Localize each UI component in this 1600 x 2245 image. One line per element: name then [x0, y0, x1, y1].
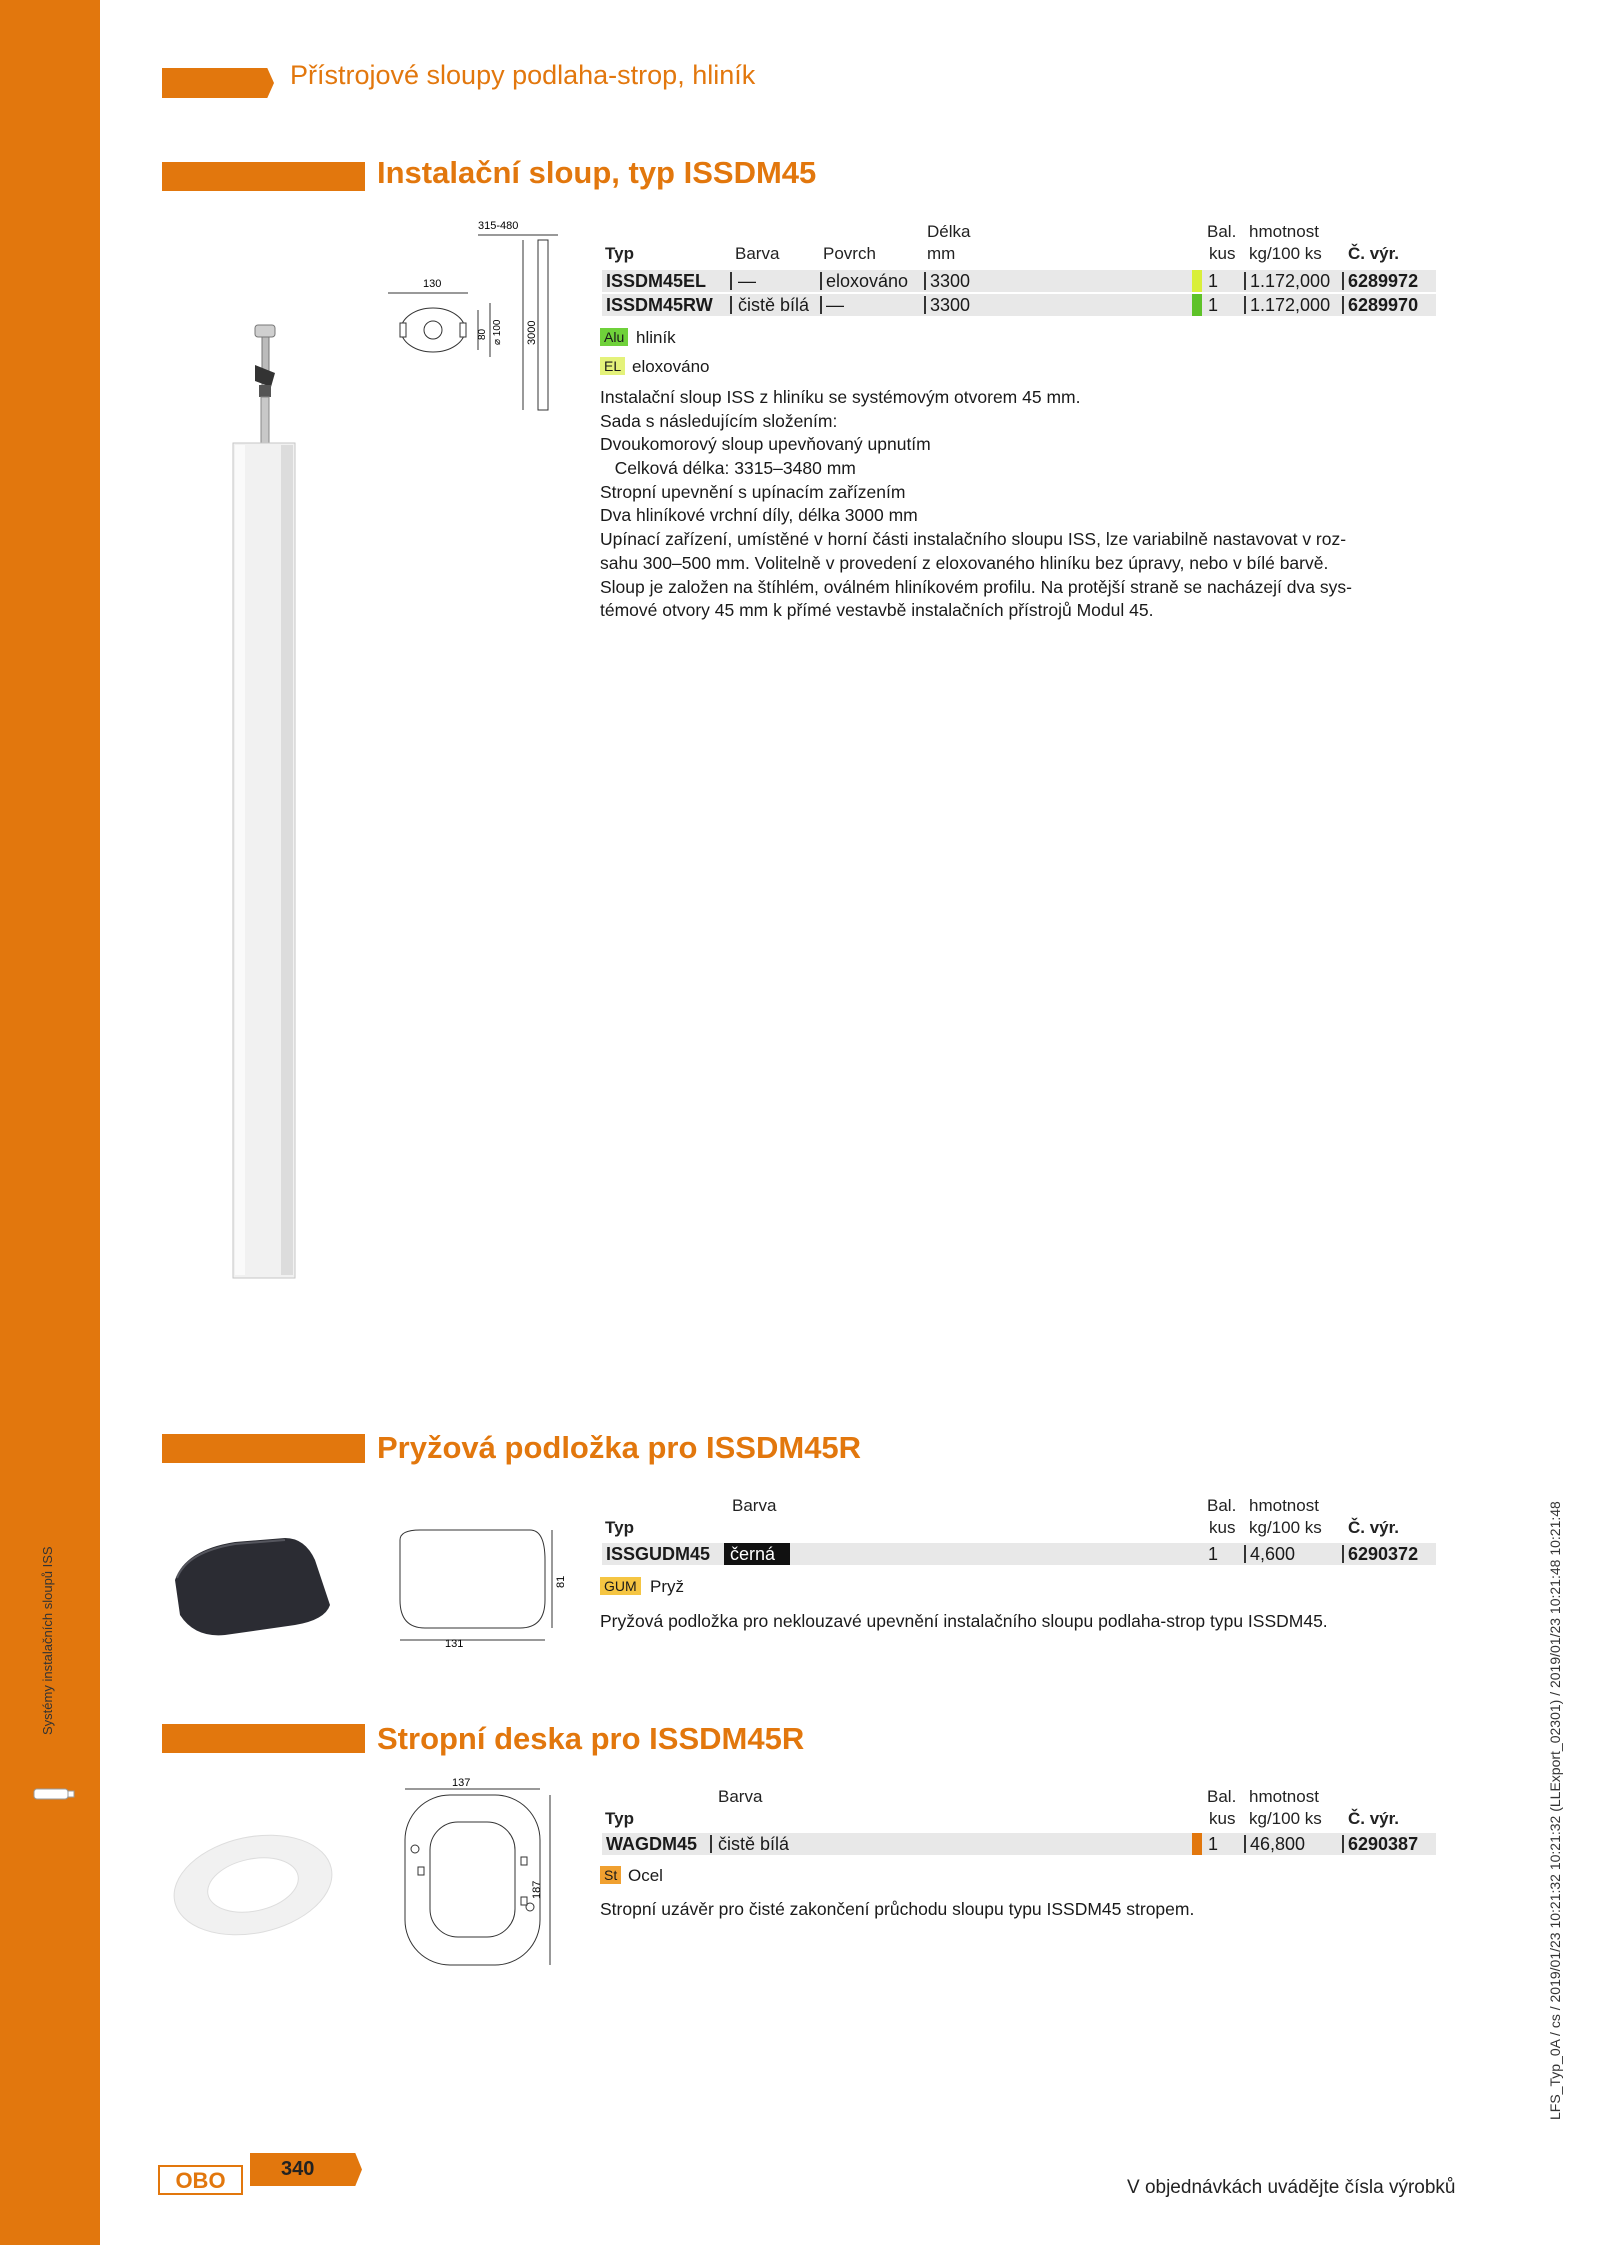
column-technical-drawing — [378, 215, 568, 425]
cell-kus: 1 — [1208, 1834, 1219, 1854]
dim-height: 3000 — [526, 320, 538, 345]
color-chip — [1192, 294, 1202, 316]
table-row — [602, 1543, 1436, 1565]
header-cvyr: Č. výr. — [1348, 1809, 1400, 1828]
cell-hmotnost: 1.172,000 — [1250, 295, 1331, 315]
cell-typ: ISSDM45RW — [606, 295, 713, 315]
cell-povrch: eloxováno — [826, 271, 909, 291]
color-chip — [1192, 1833, 1202, 1855]
cell-barva: čistě bílá — [718, 1834, 790, 1854]
color-chip — [1192, 270, 1202, 292]
header-kus: kus — [1209, 1518, 1236, 1537]
section-bar — [162, 1724, 365, 1753]
cell-typ: WAGDM45 — [606, 1834, 698, 1854]
header-typ: Typ — [605, 1518, 634, 1537]
material-tag-alu: Alu — [600, 328, 628, 346]
cell-barva: čistě bílá — [738, 295, 810, 315]
material-label: Pryž — [650, 1577, 684, 1596]
sidebar-label: Systémy instalačních sloupů ISS — [40, 1546, 55, 1735]
material-tag-st: St — [600, 1866, 621, 1884]
cell-kus: 1 — [1208, 1544, 1219, 1564]
cell-hmotnost: 46,800 — [1250, 1834, 1306, 1854]
rubber-pad-image — [165, 1530, 340, 1640]
section-bar — [162, 1434, 365, 1463]
material-tag-el: EL — [600, 357, 625, 375]
header-barva: Barva — [718, 1787, 763, 1806]
section-title: Stropní deska pro ISSDM45R — [377, 1721, 805, 1756]
ceiling-plate-image — [168, 1830, 338, 1940]
product-description: Stropní uzávěr pro čisté zakončení průchodu sloupu typu ISSDM45 stropem. — [600, 1899, 1195, 1919]
cell-cvyr: 6289972 — [1348, 271, 1419, 291]
header-hmotnost: hmotnost — [1249, 1496, 1319, 1515]
cell-povrch: — — [826, 295, 844, 315]
cell-kus: 1 — [1208, 271, 1219, 291]
dim-80: 80 — [477, 328, 488, 340]
header-bal: Bal. — [1207, 222, 1237, 241]
footer-note: V objednávkách uvádějte čísla výrobků — [1127, 2177, 1456, 2198]
table-row — [602, 270, 1436, 292]
cell-cvyr: 6290372 — [1348, 1544, 1419, 1564]
material-label: hliník — [636, 328, 676, 347]
plug-icon — [34, 1786, 76, 1802]
column-product-image — [225, 325, 310, 1285]
header-bar — [162, 68, 274, 98]
obo-logo — [158, 2163, 243, 2197]
header-kus: kus — [1209, 1809, 1236, 1828]
header-bal: Bal. — [1207, 1496, 1237, 1515]
cell-delka: 3300 — [930, 271, 971, 291]
dim-top: 315-480 — [478, 220, 519, 232]
header-kus: kus — [1209, 244, 1236, 263]
dim-height: 81 — [555, 1575, 567, 1588]
header-bal: Bal. — [1207, 1787, 1237, 1806]
export-metadata: LFS_Typ_0A / cs / 2019/01/23 10:21:32 10:21:32 (LLExport_02301) / 2019/01/23 10:21:48 10:21:48 — [1547, 1501, 1563, 2120]
cell-delka: 3300 — [930, 295, 971, 315]
page-title: Přístrojové sloupy podlaha-strop, hliník — [290, 60, 756, 90]
table-row — [602, 1833, 1436, 1855]
header-kg: kg/100 ks — [1249, 1809, 1322, 1828]
rubber-pad-drawing — [380, 1520, 567, 1650]
header-typ: Typ — [605, 244, 634, 263]
cell-barva: — — [738, 271, 756, 291]
cell-kus: 1 — [1208, 295, 1219, 315]
page-number: 340 — [281, 2158, 315, 2180]
product-description: Instalační sloup ISS z hliníku se systémovým otvorem 45 mm. Sada s následujícím složením: Dvoukomorový sloup upevňovaný upnutím Celková délka: 3315–3480 mm Stropní upevnění s upínacím zařízením Dva hliníkové vrchní díly, délka 3000 mm Upínací zařízení, umístěné v horní části instalačního sloupu ISS, lze variabilně nastavovat v roz- sahu 300–500 mm. Volitelně v provedení z eloxovaného hliníku bez úpravy, nebo v bílé barvě. Sloup je založen na štíhlém, oválném hliníkovém profilu. Na protější straně se nacházejí dva sys- témové otvory 45 mm k přímé vestavbě instalačních přístrojů Modul 45. — [600, 387, 1352, 621]
header-barva: Barva — [732, 1496, 777, 1515]
section-title: Instalační sloup, typ ISSDM45 — [377, 155, 817, 190]
section-bar — [162, 162, 365, 191]
cell-typ: ISSDM45EL — [606, 271, 707, 291]
material-label: eloxováno — [632, 357, 710, 376]
dim-width: 130 — [423, 278, 442, 290]
product-description: Pryžová podložka pro neklouzavé upevnění instalačního sloupu podlaha-strop typu ISSDM45. — [600, 1611, 1328, 1631]
cell-cvyr: 6290387 — [1348, 1834, 1419, 1854]
cell-hmotnost: 4,600 — [1250, 1544, 1296, 1564]
header-typ: Typ — [605, 1809, 634, 1828]
header-kg: kg/100 ks — [1249, 244, 1322, 263]
cell-barva: černá — [730, 1544, 776, 1564]
cell-hmotnost: 1.172,000 — [1250, 271, 1331, 291]
header-kg: kg/100 ks — [1249, 1518, 1322, 1537]
cell-typ: ISSGUDM45 — [606, 1544, 711, 1564]
svg-text:OBO: OBO — [175, 2168, 226, 2193]
table-row — [602, 294, 1436, 316]
material-label: Ocel — [628, 1866, 663, 1885]
header-delka: Délka — [927, 222, 971, 241]
cell-cvyr: 6289970 — [1348, 295, 1419, 315]
header-hmotnost: hmotnost — [1249, 222, 1319, 241]
header-mm: mm — [927, 244, 956, 263]
dim-width: 131 — [445, 1638, 464, 1650]
header-povrch: Povrch — [823, 244, 876, 263]
dim-height: 187 — [531, 1880, 543, 1899]
dim-100: ⌀ 100 — [492, 319, 503, 345]
section-title: Pryžová podložka pro ISSDM45R — [377, 1430, 862, 1465]
sidebar — [0, 0, 100, 2245]
ceiling-plate-drawing — [390, 1777, 560, 1972]
header-hmotnost: hmotnost — [1249, 1787, 1319, 1806]
header-cvyr: Č. výr. — [1348, 1518, 1400, 1537]
header-cvyr: Č. výr. — [1348, 244, 1400, 263]
material-tag-gum: GUM — [600, 1577, 641, 1595]
dim-width: 137 — [452, 1777, 471, 1789]
header-barva: Barva — [735, 244, 780, 263]
